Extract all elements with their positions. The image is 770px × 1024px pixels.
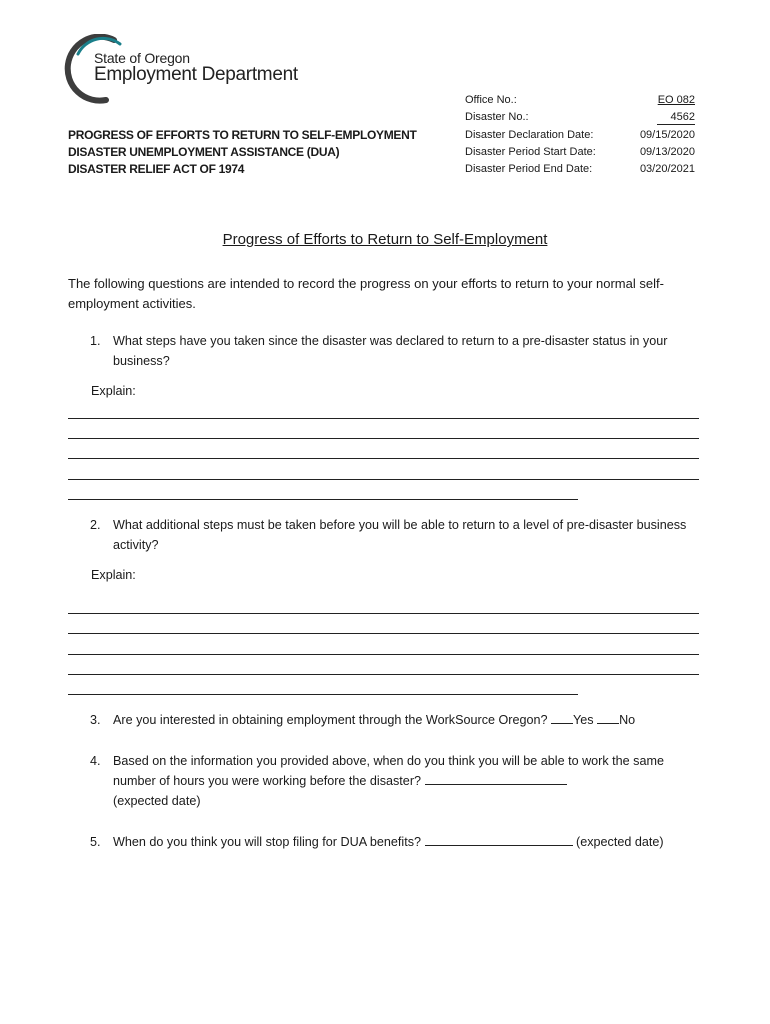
- period-end-date-value: 03/20/2021: [639, 163, 695, 175]
- period-end-date-label: Disaster Period End Date:: [465, 163, 593, 175]
- answer-1-line-1[interactable]: [68, 418, 699, 419]
- answer-2-line-1[interactable]: [68, 613, 699, 614]
- declaration-date-value: 09/15/2020: [639, 129, 695, 141]
- answer-2-line-4[interactable]: [68, 674, 699, 675]
- period-start-date-label: Disaster Period Start Date:: [465, 146, 596, 158]
- question-1-explain-label: Explain:: [91, 384, 136, 398]
- answer-2-line-2[interactable]: [68, 633, 699, 634]
- form-heading-line-2: DISASTER UNEMPLOYMENT ASSISTANCE (DUA): [68, 145, 340, 159]
- question-1-text: What steps have you taken since the disaster was declared to return to a pre-disaster status in your business?: [113, 334, 668, 368]
- answer-2-line-3[interactable]: [68, 654, 699, 655]
- question-4-expected-date-note: (expected date): [113, 794, 201, 808]
- office-no-label: Office No.:: [465, 94, 517, 106]
- intro-paragraph: The following questions are intended to record the progress on your efforts to return to your normal self-employment activities.: [68, 276, 664, 311]
- no-option-label: No: [619, 713, 636, 727]
- question-4-text: Based on the information you provided above, when do you think you will be able to work the same number of hours you were working before the disaster?: [113, 754, 664, 788]
- logo-state-text: State of Oregon: [94, 50, 190, 66]
- stop-filing-date-blank[interactable]: [425, 833, 573, 846]
- question-3: [90, 710, 700, 730]
- answer-1-line-3[interactable]: [68, 458, 699, 459]
- answer-1-line-2[interactable]: [68, 438, 699, 439]
- question-4: [90, 751, 700, 811]
- disaster-no-value: 4562: [625, 111, 695, 125]
- question-5-number: 5.: [90, 835, 101, 849]
- question-4-number: 4.: [90, 754, 101, 768]
- question-2-text: What additional steps must be taken before you will be able to return to a level of pre-disaster business activity?: [113, 518, 687, 552]
- yes-option-label: Yes: [573, 713, 594, 727]
- logo-department-text: Employment Department: [94, 64, 298, 85]
- form-heading-line-3: DISASTER RELIEF ACT OF 1974: [68, 162, 245, 176]
- answer-1-line-5[interactable]: [68, 499, 578, 500]
- question-1: [90, 331, 700, 371]
- question-5: [90, 832, 700, 852]
- agency-logo: [64, 34, 314, 104]
- question-3-number: 3.: [90, 713, 101, 727]
- question-2-number: 2.: [90, 518, 101, 532]
- answer-2-line-5[interactable]: [68, 694, 578, 695]
- declaration-date-label: Disaster Declaration Date:: [465, 129, 594, 141]
- office-no-value: EO 082: [657, 94, 695, 106]
- period-start-date-value: 09/13/2020: [639, 146, 695, 158]
- no-answer-blank[interactable]: [597, 711, 619, 724]
- form-heading: [68, 127, 417, 178]
- question-1-number: 1.: [90, 334, 101, 348]
- question-5-expected-date-note: (expected date): [576, 835, 664, 849]
- return-to-work-date-blank[interactable]: [425, 772, 567, 785]
- disaster-no-label: Disaster No.:: [465, 111, 529, 123]
- page-title: Progress of Efforts to Return to Self-Employment: [222, 231, 548, 248]
- question-2: [90, 515, 700, 555]
- yes-answer-blank[interactable]: [551, 711, 573, 724]
- question-5-text: When do you think you will stop filing for DUA benefits?: [113, 835, 422, 849]
- form-heading-line-1: PROGRESS OF EFFORTS TO RETURN TO SELF-EMPLOYMENT: [68, 128, 417, 142]
- answer-1-line-4[interactable]: [68, 479, 699, 480]
- question-3-text: Are you interested in obtaining employment through the WorkSource Oregon?: [113, 713, 548, 727]
- question-2-explain-label: Explain:: [91, 568, 136, 582]
